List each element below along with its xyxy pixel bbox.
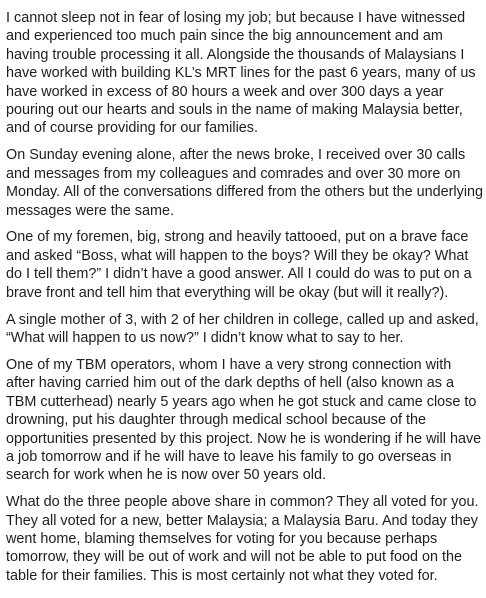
post-paragraph: What do the three people above share in common? They all voted for you. They all voted for a new, better Malaysia; a Malaysia Baru. And today they went home, blaming themselves for voting for you because perhaps tomorrow, they will be out of work and will not be able to put food on the table for their families. This is most certainly not what they voted for. — [6, 494, 479, 584]
post-paragraph: I cannot sleep not in fear of losing my job; but because I have witnessed and experienced too much pain since the big announcement and am having trouble processing it all. Alongside the thousands of Malaysians I have worked with building KL’s MRT lines for the past 6 years, many of us have worked in excess of 80 hours a week and over 300 days a year pouring out our hearts and souls in the name of making Malaysia better, and of course providing for our families. — [6, 10, 476, 137]
post-body — [6, 9, 484, 585]
post-paragraph: On Sunday evening alone, after the news broke, I received over 30 calls and messages from my colleagues and comrades and over 30 more on Monday. All of the conversations differed from the others but the underlying messages were the same. — [6, 147, 484, 219]
post-paragraph: A single mother of 3, with 2 of her children in college, called up and asked, “What will happen to us now?” I didn’t know what to say to her. — [6, 311, 479, 346]
post-paragraph: One of my TBM operators, whom I have a very strong connection with after having carried him out of the dark depths of hell (also known as a TBM cutterhead) nearly 5 years ago when he got stuck and came close to drowning, put his daughter through medical school because of the opportunities presented by this project. Now he is wondering if he will have a job tomorrow and if he will have to leave his family to go overseas in search for work when he is now over 50 years old. — [6, 356, 482, 484]
post-paragraph: One of my foremen, big, strong and heavily tattooed, put on a brave face and asked “Boss, what will happen to the boys? Will they be okay? What do I tell them?” I didn’t have a good answer. All I could do was to put on a brave front and tell him that everything will be okay (but will it really?). — [6, 229, 472, 301]
